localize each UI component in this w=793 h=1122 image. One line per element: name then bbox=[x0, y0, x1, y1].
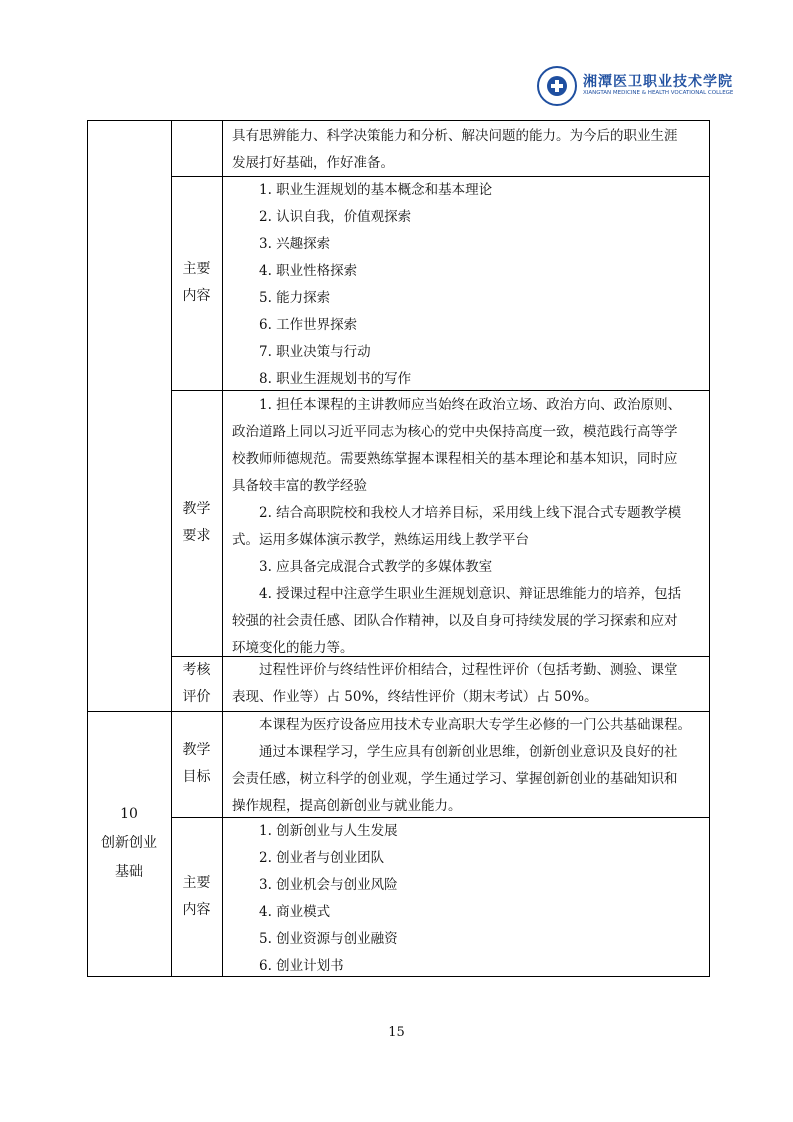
list-item: 7. 职业决策与行动 bbox=[259, 344, 371, 360]
course-table bbox=[87, 120, 710, 977]
list-item: 3. 兴趣探索 bbox=[259, 236, 331, 252]
list-item: 3. 创业机会与创业风险 bbox=[259, 877, 398, 893]
page-number: 15 bbox=[388, 1025, 405, 1040]
req-line: 4. 授课过程中注意学生职业生涯规划意识、辩证思维能力的培养，包括 bbox=[259, 586, 682, 602]
teaching-req-cell bbox=[222, 392, 710, 656]
req-line: 1. 担任本课程的主讲教师应当始终在政治立场、政治方向、政治原则、 bbox=[259, 397, 682, 413]
objectives-cell bbox=[222, 712, 710, 817]
school-logo bbox=[537, 66, 734, 110]
list-item: 2. 认识自我，价值观探索 bbox=[259, 209, 412, 225]
course-number: 10 bbox=[120, 806, 138, 822]
main-content-2-cell bbox=[222, 818, 710, 976]
list-item: 1. 职业生涯规划的基本概念和基本理论 bbox=[259, 182, 493, 198]
continuation-line: 发展打好基础，作好准备。 bbox=[232, 155, 394, 171]
req-line: 2. 结合高职院校和我校人才培养目标，采用线上线下混合式专题教学模 bbox=[259, 505, 682, 521]
teaching-req-label: 教学 要求 bbox=[182, 501, 211, 544]
list-item: 2. 创业者与创业团队 bbox=[259, 850, 385, 866]
main-content-cell bbox=[222, 177, 710, 390]
course-name-line: 基础 bbox=[115, 864, 143, 880]
assessment-label: 考核 评价 bbox=[182, 661, 211, 705]
main-content-2-label: 主要 内容 bbox=[182, 874, 211, 918]
school-emblem-icon bbox=[537, 66, 577, 106]
course-name-line: 创新创业 bbox=[101, 835, 157, 851]
list-item: 8. 职业生涯规划书的写作 bbox=[259, 371, 412, 387]
assessment-line: 过程性评价与终结性评价相结合，过程性评价（包括考勤、测验、课堂 bbox=[259, 662, 678, 678]
objectives-label: 教学 目标 bbox=[182, 742, 211, 785]
objective-line: 操作规程，提高创新创业与就业能力。 bbox=[232, 798, 462, 814]
continuation-cell bbox=[222, 123, 710, 177]
req-line: 式。运用多媒体演示教学，熟练运用线上教学平台 bbox=[232, 532, 529, 548]
list-item: 6. 工作世界探索 bbox=[259, 317, 358, 333]
req-line: 政治道路上同以习近平同志为核心的党中央保持高度一致，模范践行高等学 bbox=[232, 424, 678, 440]
continuation-line: 具有思辨能力、科学决策能力和分析、解决问题的能力。为今后的职业生涯 bbox=[232, 128, 678, 144]
req-line: 校教师师德规范。需要熟练掌握本课程相关的基本理论和基本知识，同时应 bbox=[232, 451, 678, 467]
school-name-en: XIANGTAN MEDICINE & HEALTH VOCATIONAL COLLEGE bbox=[583, 90, 734, 96]
objective-line: 本课程为医疗设备应用技术专业高职大专学生必修的一门公共基础课程。 bbox=[259, 717, 691, 733]
main-content-label: 主要 内容 bbox=[182, 261, 211, 304]
list-item: 6. 创业计划书 bbox=[259, 958, 344, 974]
list-item: 4. 职业性格探索 bbox=[259, 263, 358, 279]
objective-line: 通过本课程学习，学生应具有创新创业思维，创新创业意识及良好的社 bbox=[259, 744, 678, 760]
list-item: 5. 创业资源与创业融资 bbox=[259, 931, 398, 947]
assessment-line: 表现、作业等）占 50%，终结性评价（期末考试）占 50%。 bbox=[232, 689, 598, 705]
objective-line: 会责任感，树立科学的创业观，学生通过学习、掌握创新创业的基础知识和 bbox=[232, 771, 678, 787]
school-name-cn: 湘潭医卫职业技术学院 bbox=[583, 74, 733, 90]
course-10-name bbox=[87, 711, 171, 976]
req-line: 3. 应具备完成混合式教学的多媒体教室 bbox=[259, 559, 493, 575]
req-line: 具备较丰富的教学经验 bbox=[232, 478, 367, 494]
list-item: 5. 能力探索 bbox=[259, 290, 331, 306]
list-item: 1. 创新创业与人生发展 bbox=[259, 823, 398, 839]
assessment-cell bbox=[222, 657, 710, 711]
req-line: 环境变化的能力等。 bbox=[232, 640, 354, 656]
list-item: 4. 商业模式 bbox=[259, 904, 331, 920]
req-line: 较强的社会责任感、团队合作精神，以及自身可持续发展的学习探索和应对 bbox=[232, 613, 678, 629]
